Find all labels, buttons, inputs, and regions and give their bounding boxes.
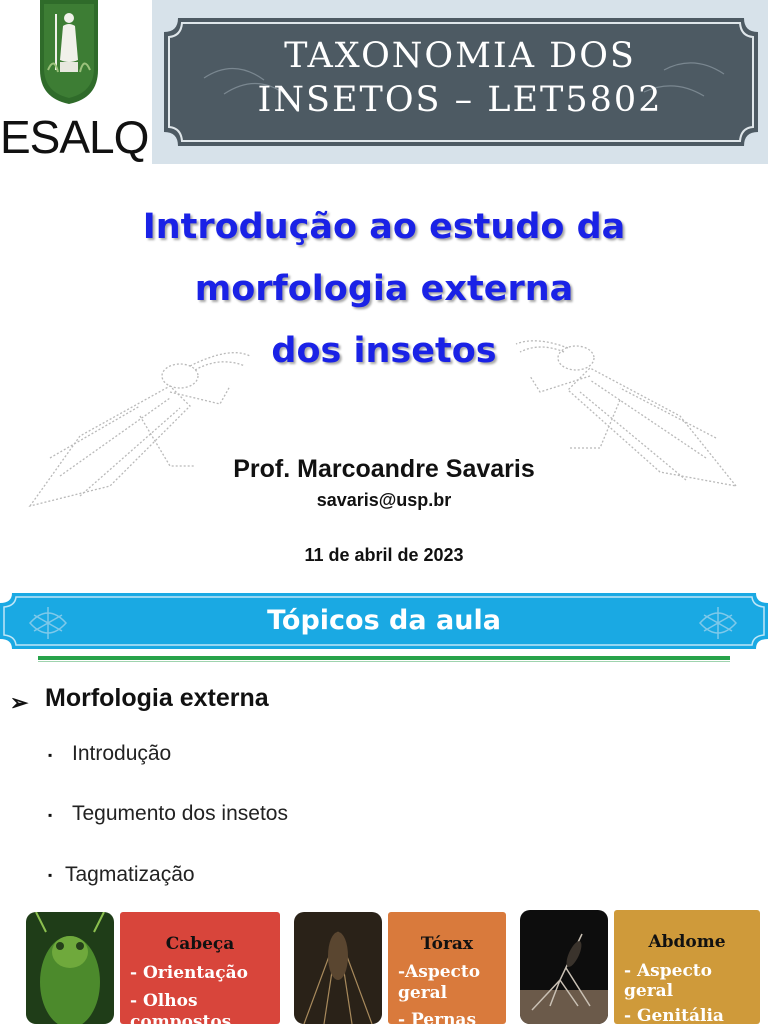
esalq-shield-logo (38, 0, 100, 104)
square-bullet-icon: ▪ (48, 748, 53, 762)
topics-title: Tópicos da aula (267, 605, 501, 636)
list-item: Introdução (72, 742, 172, 765)
square-bullet-icon: ▪ (48, 868, 53, 882)
course-title-line1: TAXONOMIA DOS (284, 36, 636, 76)
presentation-title (90, 196, 678, 382)
lecture-date: 11 de abril de 2023 (304, 545, 464, 565)
card-line: - Olhos (130, 991, 198, 1011)
section-heading: Morfologia externa (45, 684, 269, 712)
card-line: -Aspecto (398, 962, 481, 982)
esalq-logo-text: ESALQ (0, 111, 149, 163)
course-title (200, 34, 720, 122)
card-line: - Pernas (398, 1010, 477, 1030)
insect-photo-head (26, 912, 114, 1024)
card-cabeca (120, 912, 280, 1032)
arrow-bullet-icon: ➢ (10, 690, 29, 715)
author-email: savaris@usp.br (316, 490, 452, 510)
card-line: compostos (130, 1012, 232, 1032)
presentation-title-line3: dos insetos (271, 331, 497, 371)
card-abdome (614, 910, 760, 1024)
square-bullet-icon: ▪ (48, 808, 53, 822)
presentation-title-line2: morfologia externa (194, 269, 574, 309)
author-name: Prof. Marcoandre Savaris (233, 455, 535, 483)
card-title: Tórax (420, 934, 474, 954)
card-title: Abdome (648, 932, 726, 952)
course-title-line2: INSETOS – LET5802 (257, 80, 663, 120)
card-title: Cabeça (165, 934, 235, 954)
divider-thin (38, 661, 730, 662)
card-line: - Aspecto (624, 961, 712, 981)
list-item: Tegumento dos insetos (72, 802, 288, 825)
card-line: geral (624, 981, 674, 1001)
insect-photo-thorax (294, 912, 382, 1024)
card-line: - Genitália (624, 1006, 724, 1026)
insect-photo-abdomen (520, 910, 608, 1024)
presentation-title-line1: Introdução ao estudo da (142, 207, 626, 247)
card-line: - Orientação (130, 963, 248, 983)
card-line: geral (398, 983, 448, 1003)
card-torax (388, 912, 506, 1030)
list-item: Tagmatização (65, 863, 195, 886)
divider (38, 656, 730, 660)
